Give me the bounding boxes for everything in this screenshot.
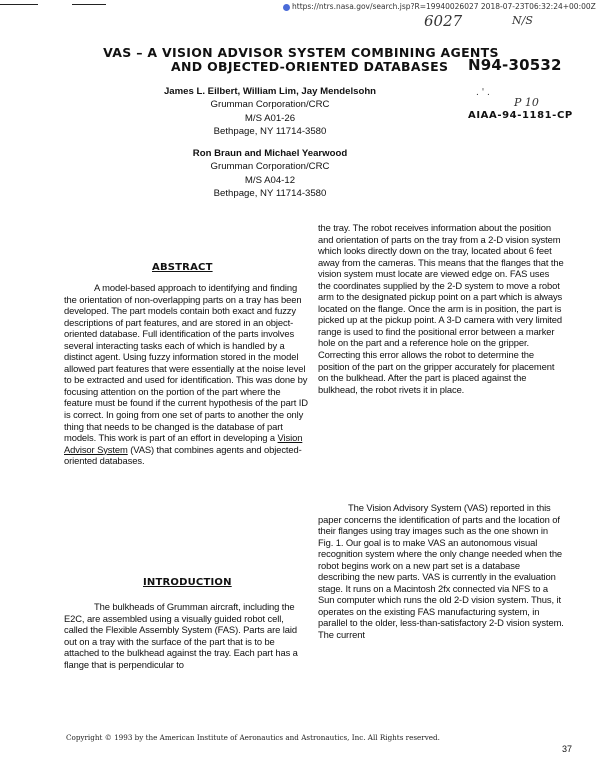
handwritten-mark: N/S — [512, 14, 533, 27]
introduction-paragraph: The bulkheads of Grumman aircraft, including the E2C, are assembled using a visually guided robot cell, called the Flexible Assembly System (FAS). Parts are laid out on a tray with the surface of the part that is to be attached to the bulkhead against the tray. Each part has a flange that is perpendicular to — [64, 601, 298, 670]
vas-name: Vision Advisor System — [64, 432, 303, 455]
source-url[interactable]: https://ntrs.nasa.gov/search.jsp?R=19940026027 2018-07-23T06:32:24+00:00Z — [283, 2, 596, 11]
paper-title — [96, 46, 506, 74]
author-org: Grumman Corporation/CRC — [210, 161, 330, 173]
scan-artifact-line — [72, 4, 106, 5]
abstract-text: A model-based approach to identifying and finding the orientation of non-overlapping parts on a tray has been developed. The part models contain both exact and fuzzy descriptions of part features, and are stored in an object-oriented database. Full identification of the parts involves several interacting tasks each of which is handled by a distinct agent. Using fuzzy information stored in the model allowed part features that were essentially at the noise level to be extracted and used for identification. This was done by focusing attention on the portion of the part where the feature must be found if the current hypothesis of the part ID is correct. In going from one set of parts to another the only thing that needs to be changed is the database of part models. This work is part of an effort in developing a Vision Advisor System (VAS) that combines agents and objected-oriented databases. — [64, 282, 308, 467]
author-org: Grumman Corporation/CRC — [210, 99, 330, 111]
scan-artifact-line — [0, 4, 38, 5]
body-paragraph-2: The Vision Advisory System (VAS) reported in this paper concerns the identification of parts and the location of their flanges using tray images such as the one shown in Fig. 1. Our goal is to make VAS an autonomous visual recognition system where the only change needed when the robot begins work on a new part set is a database describing the new parts. VAS is currently in the evaluation stage. It runs on a Macintosh 2fx connected via NFS to a Sun computer which runs the old 2-D vision system. Thus, it operates on the existing FAS manufacturing system, in parallel to the older, less-than-satisfactory 2-D vision system. The current — [318, 502, 564, 641]
accession-number: N94-30532 — [468, 56, 562, 74]
introduction-heading: INTRODUCTION — [143, 577, 232, 588]
report-number: AIAA-94-1181-CP — [468, 110, 573, 121]
author-address: Bethpage, NY 11714-3580 — [213, 188, 327, 200]
title-line-1: VAS – A VISION ADVISOR SYSTEM COMBINING AGENTS — [103, 45, 499, 60]
handwritten-ref: P 10 — [514, 96, 539, 109]
copyright-notice: Copyright © 1993 by the American Institute of Aeronautics and Astronautics, Inc. All Rights reserved. — [66, 733, 440, 742]
body-paragraph-1: the tray. The robot receives information about the position and orientation of parts on the tray from a 2-D vision system which looks directly down on the tray, located about 6 feet away from the cameras. This means that the flanges that the vision system must locate are viewed edge on. FAS uses the coordinates supplied by the 2-D system to move a robot arm to the designated pickup point on a part which is always located on the flange. Once the arm is in position, the part is picked up at the pickup point. A 3-D camera with very limited range is used to find the positional error between a marker hole on the part and a reference hole on the gripper. Correcting this error allows the robot to determine the position of the part on the gripper accurately for placement on the bulkhead. After the part is placed against the bulkhead, the robot rivets it in place. — [318, 222, 564, 395]
abstract-heading: ABSTRACT — [152, 262, 213, 273]
handwritten-dots: . ' . — [476, 88, 490, 98]
author-address: Bethpage, NY 11714-3580 — [213, 126, 327, 138]
author-block-2 — [150, 147, 390, 201]
author-names: Ron Braun and Michael Yearwood — [192, 148, 348, 159]
author-mail-stop: M/S A04-12 — [244, 174, 296, 186]
title-line-2: AND OBJECTED-ORIENTED DATABASES — [171, 59, 449, 74]
author-mail-stop: M/S A01-26 — [244, 112, 296, 124]
handwritten-number: 6027 — [424, 12, 463, 30]
page-number: 37 — [562, 744, 573, 754]
nasa-logo-icon — [283, 4, 290, 11]
author-block-1 — [150, 85, 390, 139]
author-names: James L. Eilbert, William Lim, Jay Mendelsohn — [163, 86, 377, 97]
